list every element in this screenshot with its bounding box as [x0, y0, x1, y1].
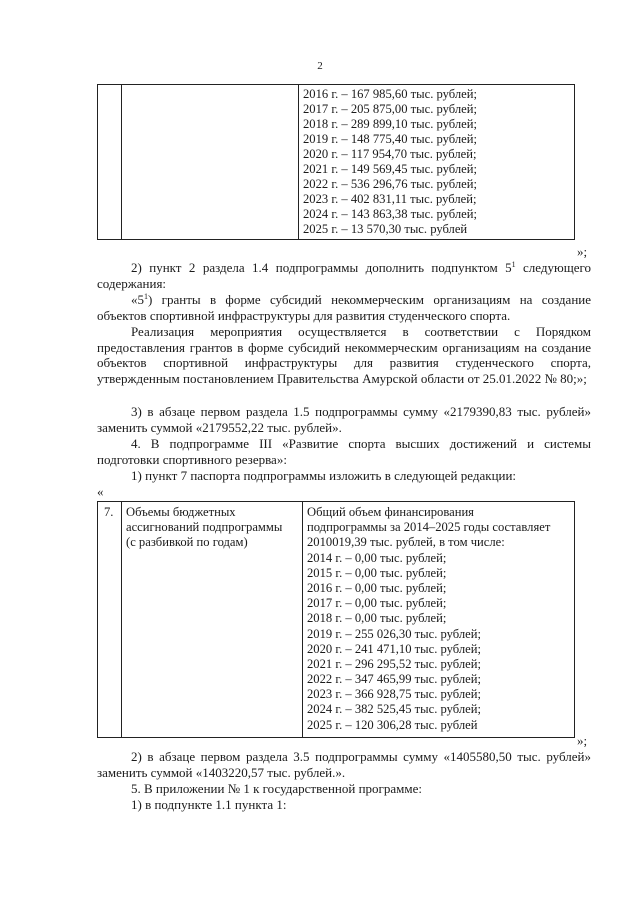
table-row: [98, 502, 575, 738]
paragraph-implementation: Реализация мероприятия осуществляется в соответствии с Порядком предоставления грантов в форме субсидий некоммерческим организациям на создание объектов спортивной инфраструктуры для развития студенческого спорта, утвержденным постановлением Правительства Амурской области от 25.01.2022 № 80;»;: [97, 324, 591, 386]
paragraph-subprogram-3: 4. В подпрограмме III «Развитие спорта высших достижений и системы подготовки спортивного резерва»:: [97, 436, 591, 467]
year-line: 2017 г. – 0,00 тыс. рублей;: [307, 596, 447, 611]
paragraph-subitem-1-1: 1) в подпункте 1.1 пункта 1:: [131, 797, 287, 812]
year-line: 2022 г. – 536 296,76 тыс. рублей;: [303, 177, 477, 191]
paragraph-item-2: 2) пункт 2 раздела 1.4 подпрограммы дополнить подпунктом $5^1$ следующего содержания:: [97, 260, 591, 291]
table-cell-number: [98, 502, 122, 738]
paragraph-item-3: 3) в абзаце первом раздела 1.5 подпрограммы сумму «2179390,83 тыс. рублей» заменить суммой «2179552,22 тыс. рублей».: [97, 404, 591, 435]
opening-quote: «: [97, 484, 104, 499]
label-line: (с разбивкой по годам): [126, 535, 248, 550]
year-line: 2017 г. – 205 875,00 тыс. рублей;: [303, 102, 477, 116]
value-line: Общий объем финансирования: [307, 505, 474, 519]
year-line: 2018 г. – 0,00 тыс. рублей;: [307, 611, 447, 626]
year-line: 2022 г. – 347 465,99 тыс. рублей;: [307, 672, 481, 687]
year-line: 2023 г. – 366 928,75 тыс. рублей;: [307, 687, 481, 702]
year-line: 2016 г. – 0,00 тыс. рублей;: [307, 580, 447, 595]
value-line: подпрограммы за 2014–2025 годы составляет: [307, 520, 551, 535]
year-line: 2025 г. – 13 570,30 тыс. рублей: [303, 222, 468, 236]
closing-quote: »;: [577, 244, 588, 259]
row-number: 7.: [104, 505, 114, 519]
funding-table-passport: [97, 501, 575, 738]
closing-quote: »;: [577, 733, 588, 748]
table-cell-label: [122, 502, 303, 738]
paragraph-item-1: 1) пункт 7 паспорта подпрограммы изложить в следующей редакции:: [131, 468, 517, 483]
year-line: 2014 г. – 0,00 тыс. рублей;: [307, 550, 447, 565]
year-line: 2018 г. – 289 899,10 тыс. рублей;: [303, 117, 477, 131]
year-line: 2023 г. – 402 831,11 тыс. рублей;: [303, 192, 477, 206]
year-line: 2019 г. – 148 775,40 тыс. рублей;: [303, 132, 477, 146]
year-line: 2019 г. – 255 026,30 тыс. рублей;: [307, 626, 481, 641]
paragraph-grants: «$5^1$) гранты в форме субсидий некоммерческим организациям на создание объектов спортивной инфраструктуры для развития студенческого спорта.: [97, 292, 591, 323]
year-line: 2020 г. – 117 954,70 тыс. рублей;: [303, 147, 477, 161]
year-line: 2021 г. – 296 295,52 тыс. рублей;: [307, 656, 481, 671]
year-line: 2024 г. – 143 863,38 тыс. рублей;: [303, 207, 477, 221]
table-cell-values: [303, 502, 575, 738]
year-line: 2021 г. – 149 569,45 тыс. рублей;: [303, 162, 477, 176]
value-line: 2010019,39 тыс. рублей, в том числе:: [307, 535, 505, 550]
paragraph-item-2-section-3-5: 2) в абзаце первом раздела 3.5 подпрограммы сумму «1405580,50 тыс. рублей» заменить суммой «1403220,57 тыс. рублей.».: [97, 749, 591, 780]
year-line: 2020 г. – 241 471,10 тыс. рублей;: [307, 641, 481, 656]
table-row: [98, 85, 575, 240]
table-cell-values: [299, 85, 575, 240]
year-line: 2024 г. – 382 525,45 тыс. рублей;: [307, 702, 481, 717]
label-line: Объемы бюджетных: [126, 505, 236, 519]
year-line: 2016 г. – 167 985,60 тыс. рублей;: [303, 87, 477, 101]
year-line: 2025 г. – 120 306,28 тыс. рублей: [307, 717, 478, 732]
year-line: 2015 г. – 0,00 тыс. рублей;: [307, 565, 447, 580]
funding-table-continuation: [97, 84, 575, 240]
table-cell-number: [98, 85, 122, 240]
table-cell-label: [122, 85, 299, 240]
page-number: 2: [317, 60, 323, 72]
paragraph-appendix-1: 5. В приложении № 1 к государственной программе:: [131, 781, 422, 796]
label-line: ассигнований подпрограммы: [126, 520, 283, 535]
